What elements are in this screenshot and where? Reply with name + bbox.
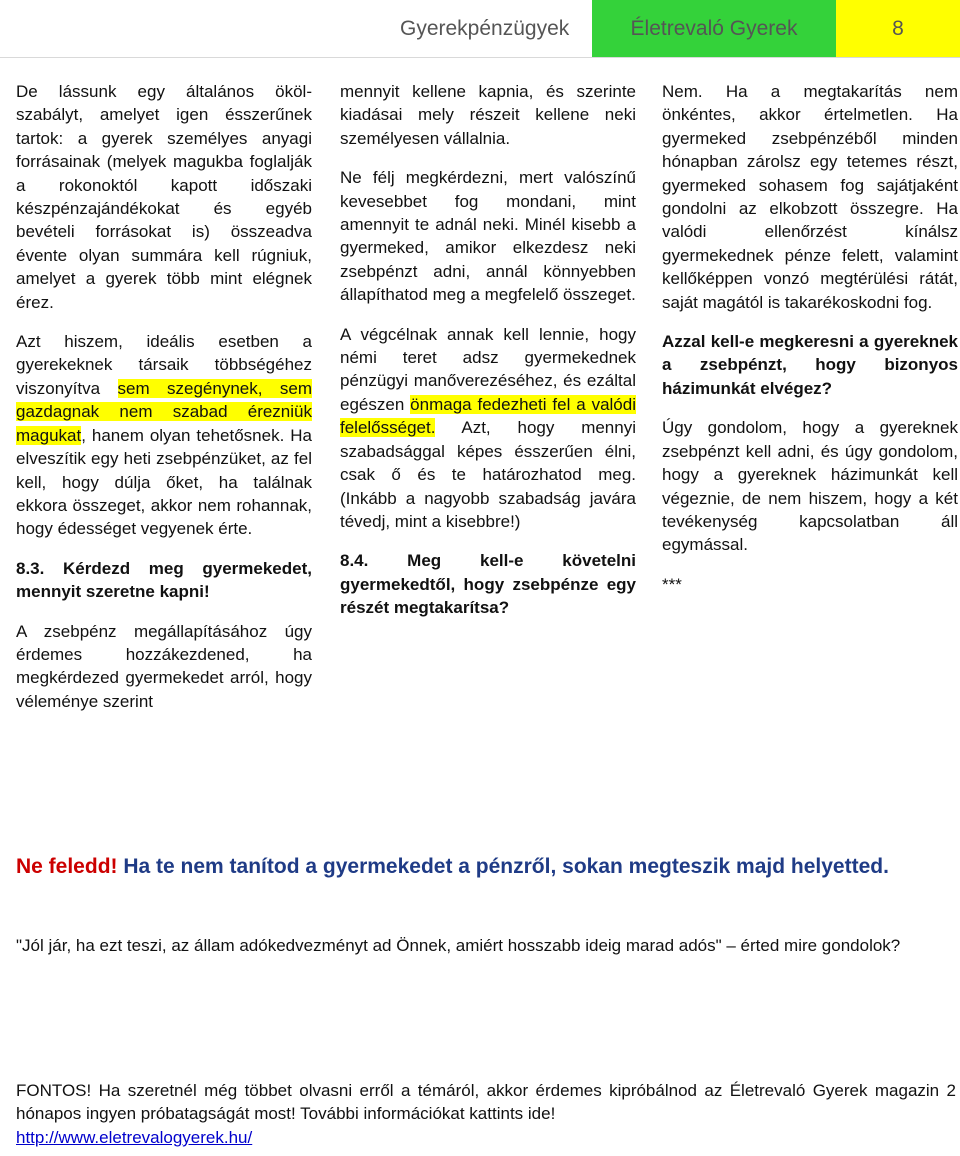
paragraph-text: A végcélnak annak kell lennie, hogy némi teret adsz gyermekednek pénzügyi manőverezéséhez, és ezáltal egészen	[340, 324, 636, 414]
magazine-name: Életrevaló Gyerek	[592, 0, 836, 57]
paragraph-text: , hanem olyan tehetősnek. Ha elveszítik egy heti zsebpénzüket, az fel kell, hogy dúlja őket, ha találnak ekkora összeget, akkor nem rohannak, hogy édességet vegyenek érte.	[16, 425, 312, 539]
section-title: Gyerekpénzügyek	[400, 16, 570, 40]
paragraph: Ne félj megkérdezni, mert valószínű kevesebbet fog mondani, mint amennyit te adnál neki. Minél kisebb a gyermeked, amikor elkezdesz neki zsebpénzt adni, annál könnyebben állapíthatod meg a megfelelő összeget.	[340, 168, 636, 305]
paragraph: Úgy gondolom, hogy a gyereknek zsebpénzt kell adni, és úgy gondolom, hogy a gyereknek házimunkát kell végeznie, de nem hiszem, hogy a két tevékenység kapcsolatban áll egymással.	[662, 418, 958, 555]
column-2	[340, 80, 636, 636]
promo-block	[16, 1079, 956, 1149]
reminder-banner	[16, 853, 956, 881]
column-1	[16, 80, 312, 729]
promo-text: FONTOS! Ha szeretnél még többet olvasni erről a témáról, akkor érdemes kipróbálnod az Életrevaló Gyerek magazin 2 hónapos ingyen próbatagságát most! További információkat kattints ide!	[16, 1081, 956, 1124]
paragraph: A zsebpénz megállapításához úgy érdemes hozzákezdened, ha megkérdezed gyermekedet arról, hogy véleménye szerint	[16, 621, 312, 711]
paragraph: mennyit kellene kapnia, és szerinte kiadásai mely részeit kellene neki személyesen vállalnia.	[340, 82, 636, 148]
reminder-label: Ne feledd!	[16, 855, 118, 878]
highlighted-text: önmaga fedezheti fel a valódi felelősséget.	[340, 394, 636, 438]
question-heading: Azzal kell-e megkeresni a gyereknek a zsebpénzt, hogy bizonyos házimunkát elvégez?	[662, 332, 958, 398]
section-heading-8-3: 8.3. Kérdezd meg gyermekedet, mennyit szeretne kapni!	[16, 558, 312, 602]
paragraph-text: Azt, hogy mennyi szabadsággal képes ésszerűen élni, csak ő és te határozhatod meg. (Inkább a nagyobb szabadság javára tévedj, mint a kisebbre!)	[340, 418, 636, 531]
paragraph: Nem. Ha a megtakarítás nem önkéntes, akkor értelmetlen. Ha gyermeked zsebpénzéből minden hónapban zárolsz egy tetemes részt, gyermeked sohasem fog sajátjaként gondolni az elkobzott összegre. Ha valódi ellenőrzést kínálsz gyermekednek pénze felett, valamint kellőképpen vonzó megtérülési rátát, saját magától is takarékoskodni fog.	[662, 82, 958, 312]
paragraph	[16, 330, 312, 541]
highlighted-text: sem szegénynek, sem gazdagnak nem szabad érezniük magukat	[16, 378, 312, 445]
column-3	[662, 80, 958, 612]
section-heading-8-4: 8.4. Meg kell-e követelni gyermekedtől, hogy zsebpénze egy részét megtakarítsa?	[340, 551, 636, 618]
quote-text: "Jól jár, ha ezt teszi, az állam adókedvezményt ad Önnek, amiért hosszabb ideig marad adós" – érted mire gondolok?	[16, 936, 901, 955]
reminder-text: Ha te nem tanítod a gyermekedet a pénzről, sokan megteszik majd helyetted.	[117, 855, 889, 878]
paragraph: De lássunk egy általános ököl-szabályt, amelyet igen ésszerűnek tartok: a gyerek személyes anyagi forrásainak (melyek magukba foglalják a rokonoktól kapott időszaki készpénzajándékokat és egyéb bevételi forrásokat is) összeadva évente olyan summára kell rúgniuk, amelyet a gyerek több mint elégnek érez.	[16, 82, 312, 312]
paragraph	[340, 323, 636, 534]
paragraph-text: Azt hiszem, ideális esetben a gyerekeknek társaik többségéhez viszonyítva	[16, 332, 312, 398]
page-number: 8	[836, 0, 960, 57]
header-divider	[0, 57, 960, 58]
separator-stars: ***	[662, 574, 682, 594]
page-header	[0, 0, 960, 57]
website-link[interactable]: http://www.eletrevalogyerek.hu/	[16, 1127, 253, 1147]
